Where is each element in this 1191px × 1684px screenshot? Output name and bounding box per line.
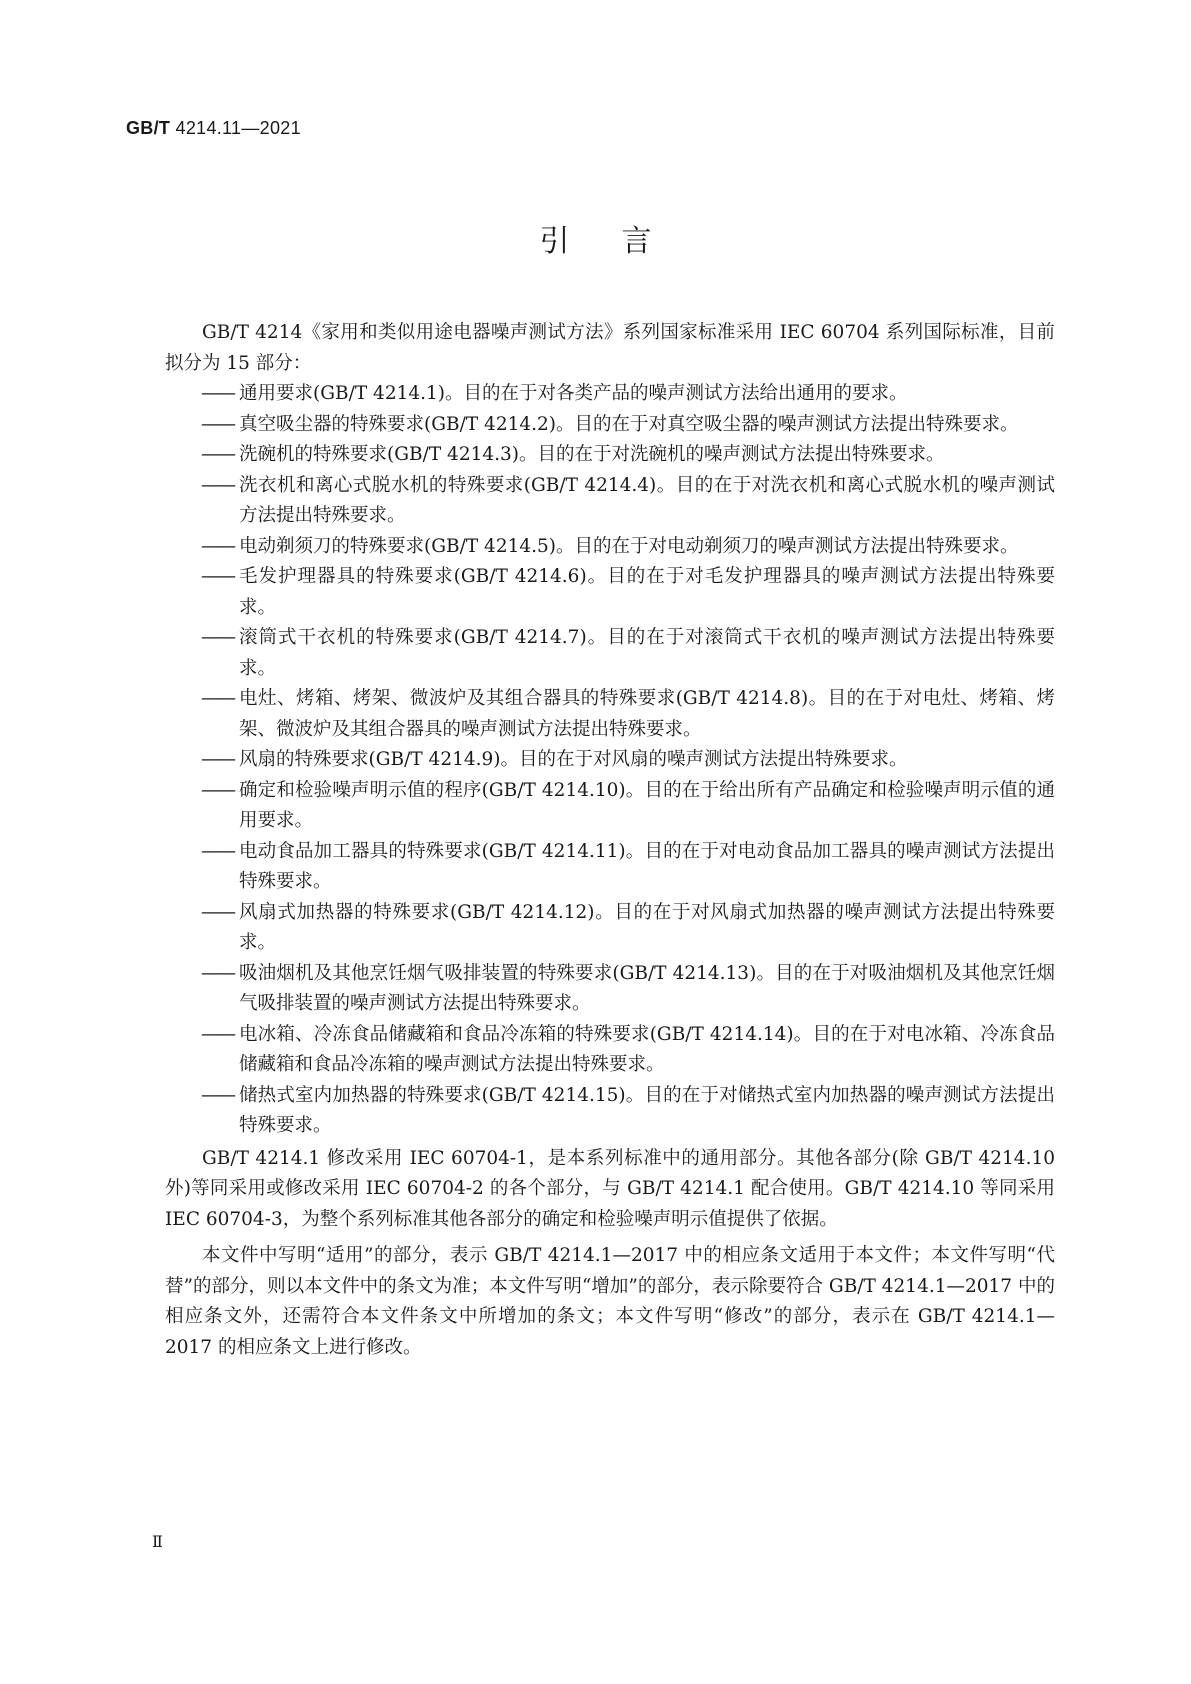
list-item — [165, 745, 1055, 776]
list-item — [165, 623, 1055, 684]
page-number: Ⅱ — [152, 1532, 163, 1551]
list-item-text: 通用要求(GB/T 4214.1)。目的在于对各类产品的噪声测试方法给出通用的要求。 — [239, 383, 908, 404]
list-dash: —— — [201, 383, 234, 404]
list-item-text: 风扇的特殊要求(GB/T 4214.9)。目的在于对风扇的噪声测试方法提出特殊要求。 — [239, 749, 908, 770]
list-item-text: 毛发护理器具的特殊要求(GB/T 4214.6)。目的在于对毛发护理器具的噪声测试方法提出特殊要求。 — [239, 566, 1055, 618]
list-item-text: 真空吸尘器的特殊要求(GB/T 4214.2)。目的在于对真空吸尘器的噪声测试方法提出特殊要求。 — [239, 413, 1019, 435]
list-item — [165, 898, 1055, 959]
list-item — [165, 440, 1055, 471]
list-dash: —— — [201, 474, 234, 496]
list-dash: —— — [201, 566, 234, 587]
list-dash: —— — [201, 535, 234, 557]
list-dash: —— — [201, 1023, 234, 1045]
list-item — [165, 379, 1055, 410]
list-item-text: 确定和检验噪声明示值的程序(GB/T 4214.10)。目的在于给出所有产品确定和检验噪声明示值的通用要求。 — [239, 779, 1055, 831]
list-dash: —— — [201, 840, 234, 862]
list-dash: —— — [201, 779, 234, 801]
list-item-text: 吸油烟机及其他烹饪烟气吸排装置的特殊要求(GB/T 4214.13)。目的在于对吸油烟机及其他烹饪烟气吸排装置的噪声测试方法提出特殊要求。 — [239, 962, 1055, 1014]
document-code — [126, 118, 301, 139]
list-item — [165, 1020, 1055, 1081]
intro-paragraph: GB/T 4214《家用和类似用途电器噪声测试方法》系列国家标准采用 IEC 60704 系列国际标准，目前拟分为 15 部分： — [165, 322, 1055, 374]
list-item-text: 滚筒式干衣机的特殊要求(GB/T 4214.7)。目的在于对滚筒式干衣机的噪声测试方法提出特殊要求。 — [239, 627, 1055, 679]
list-item-text: 电动剃须刀的特殊要求(GB/T 4214.5)。目的在于对电动剃须刀的噪声测试方法提出特殊要求。 — [239, 535, 1019, 557]
list-item-text: 电动食品加工器具的特殊要求(GB/T 4214.11)。目的在于对电动食品加工器具的噪声测试方法提出特殊要求。 — [239, 840, 1055, 892]
list-dash: —— — [201, 901, 234, 923]
list-item-text: 洗碗机的特殊要求(GB/T 4214.3)。目的在于对洗碗机的噪声测试方法提出特殊要求。 — [239, 444, 945, 465]
list-item-text: 风扇式加热器的特殊要求(GB/T 4214.12)。目的在于对风扇式加热器的噪声测试方法提出特殊要求。 — [239, 901, 1055, 953]
list-dash: —— — [201, 749, 234, 770]
list-dash: —— — [201, 627, 234, 648]
list-item-text: 电灶、烤箱、烤架、微波炉及其组合器具的特殊要求(GB/T 4214.8)。目的在于对电灶、烤箱、烤架、微波炉及其组合器具的噪声测试方法提出特殊要求。 — [239, 688, 1055, 740]
clause-usage-paragraph: 本文件中写明“适用”的部分，表示 GB/T 4214.1—2017 中的相应条文适用于本文件；本文件写明“代替”的部分，则以本文件中的条文为准；本文件写明“增加”的部分，表示除要符合 GB/T 4214.1—2017 中的相应条文外，还需符合本文件条文中所增加的条文；本文件写明“修改”的部分，表示在 GB/T 4214.1—2017 的相应条文上进行修改。 — [165, 1245, 1055, 1358]
list-item — [165, 837, 1055, 898]
list-item — [165, 959, 1055, 1020]
list-item — [165, 1081, 1055, 1142]
page-title: 引言 — [539, 224, 704, 259]
parts-list — [165, 379, 1055, 1142]
list-dash: —— — [201, 688, 234, 709]
list-item-text: 电冰箱、冷冻食品储藏箱和食品冷冻箱的特殊要求(GB/T 4214.14)。目的在于对电冰箱、冷冻食品储藏箱和食品冷冻箱的噪声测试方法提出特殊要求。 — [239, 1023, 1055, 1075]
main-content — [165, 318, 1055, 1363]
list-dash: —— — [201, 444, 234, 465]
list-item — [165, 562, 1055, 623]
list-item — [165, 532, 1055, 563]
list-item — [165, 471, 1055, 532]
list-item-text: 储热式室内加热器的特殊要求(GB/T 4214.15)。目的在于对储热式室内加热器的噪声测试方法提出特殊要求。 — [239, 1084, 1055, 1136]
list-dash: —— — [201, 962, 234, 984]
list-dash: —— — [201, 1084, 234, 1106]
document-code-prefix: GB/T — [126, 118, 171, 138]
list-item — [165, 684, 1055, 745]
series-relation-paragraph: GB/T 4214.1 修改采用 IEC 60704-1，是本系列标准中的通用部分。其他各部分(除 GB/T 4214.10 外)等同采用或修改采用 IEC 60704-2 的各个部分，与 GB/T 4214.1 配合使用。GB/T 4214.10 等同采用 IEC 60704-3，为整个系列标准其他各部分的确定和检验噪声明示值提供了依据。 — [165, 1147, 1055, 1230]
document-code-number: 4214.11—2021 — [175, 118, 301, 138]
list-item-text: 洗衣机和离心式脱水机的特殊要求(GB/T 4214.4)。目的在于对洗衣机和离心式脱水机的噪声测试方法提出特殊要求。 — [239, 474, 1055, 526]
list-dash: —— — [201, 413, 234, 435]
list-item — [165, 410, 1055, 441]
list-item — [165, 776, 1055, 837]
